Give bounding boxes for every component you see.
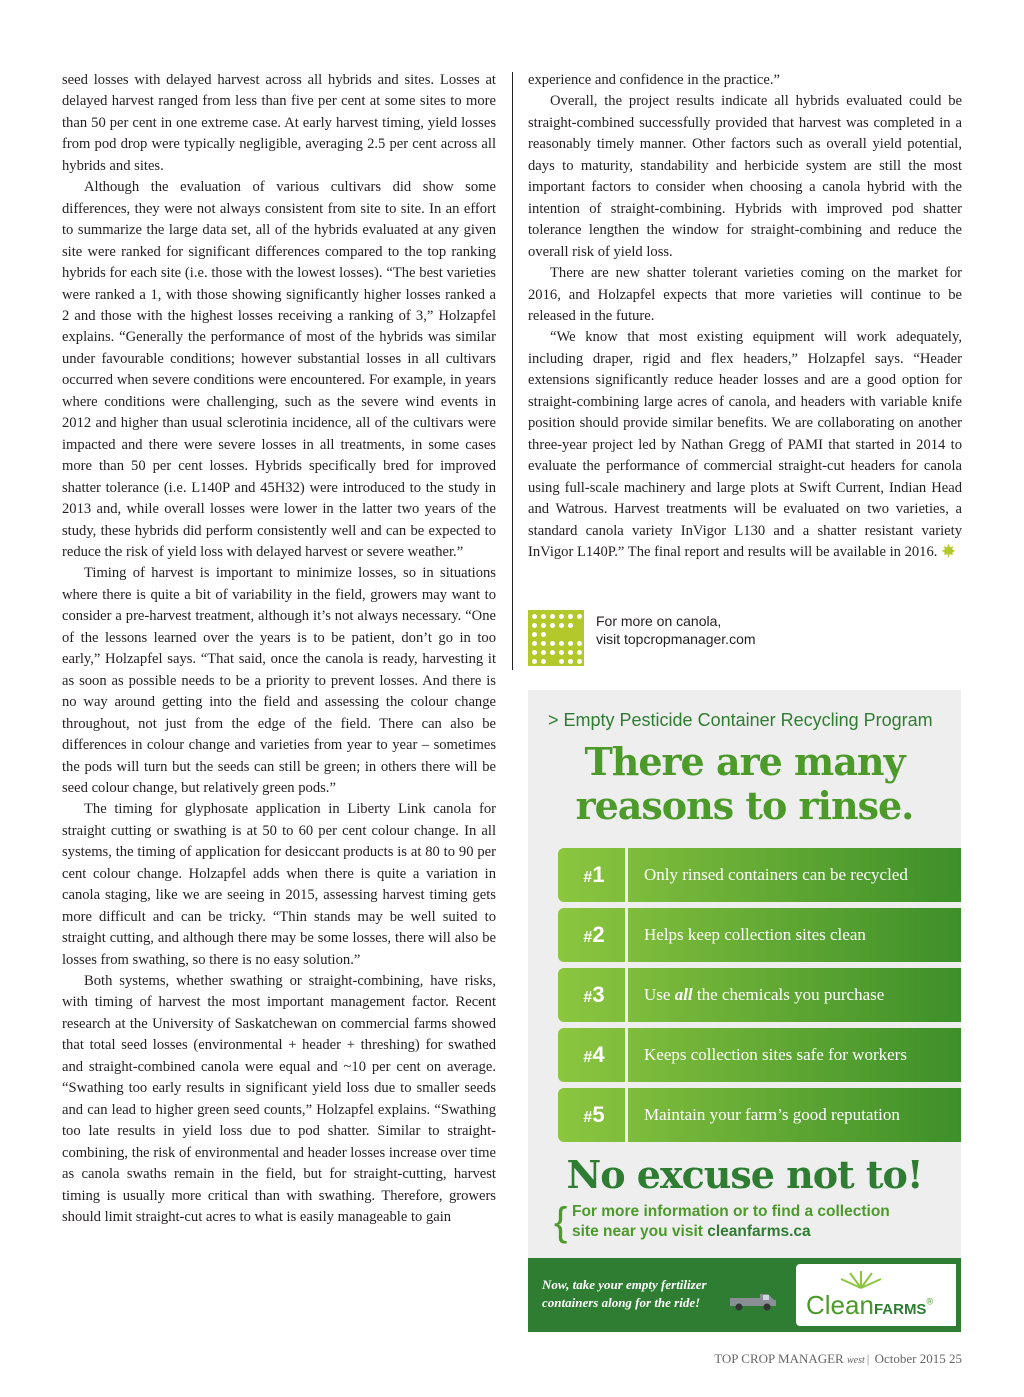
reason-number: #4 [583,1042,605,1067]
reason-text: Keeps collection sites safe for workers [644,1045,907,1064]
cleanfarms-logo [796,1264,956,1326]
reason-band-2 [558,908,961,962]
band-separator [625,848,628,902]
promo-line1: For more on canola, [596,613,722,629]
sun-rays-icon [836,1268,886,1290]
band-separator [625,1028,628,1082]
cleanfarms-link[interactable]: cleanfarms.ca [707,1223,811,1240]
reason-text: Maintain your farm’s good reputation [644,1105,900,1124]
band-separator [625,1088,628,1142]
ad-excuse-headline: No excuse not to! [566,1152,923,1197]
pickup-truck-icon [728,1288,778,1312]
cleanfarms-advertisement[interactable] [528,690,961,1332]
dot [532,650,537,655]
dot [568,641,573,646]
column-divider [512,72,513,670]
body-paragraph: Although the evaluation of various cultivars did show some differences, they were not always consistent from site to site. In an effort to summarize the large data set, all of the hybrids evaluated at any given site were ranked for significant differences compared to the top ranking hybrids for each site (i.e. those with the lowest losses). “The best varieties were ranked a 1, with those showing significantly higher losses ranked a 2 and those with the highest losses receiving a ranking of 3,” Holzapfel explains. “Generally the performance of most of the hybrids was similar under favourable conditions; however substantial losses in all cultivars occurred when severe conditions were encountered. For example, in years where conditions were challenging, such as the severe wind events in 2012 and higher than usual sclerotinia incidence, all of the cultivars were impacted and there were severe losses in all treatments, in some cases more than 50 per cent losses. Hybrids specifically bred for improved shatter tolerance (i.e. L140P and 45H32) were introduced to the study in 2013 and, while overall losses were lower in the latter two years of the study, these hybrids did perform consistently well and can be expected to reduce the risk of yield loss with delayed harvest or severe weather.” [62,179,496,560]
body-paragraph: Overall, the project results indicate all hybrids evaluated could be straight-combined successfully provided that harvest was completed in a reasonably timely manner. Other factors such as overall yield potential, days to maturity, standability and herbicide system are still the most important factors to consider when choosing a canola hybrid with the intention of straight-combining. Hybrids with improved pod shatter tolerance lengthen the window for straight-combining and reduce the overall risk of yield loss. [528,93,962,260]
promo-box [528,610,828,670]
reason-band-5 [558,1088,961,1142]
right-column [528,70,962,563]
ad-subtitle: > Empty Pesticide Container Recycling Program [548,710,933,730]
reason-number: #2 [583,922,605,947]
dot [532,659,537,664]
dot [550,614,555,619]
dot [568,650,573,655]
reason-number: #1 [583,862,605,887]
reason-text: Use all the chemicals you purchase [644,985,885,1004]
dot [568,623,573,628]
band-separator [625,968,628,1022]
ad-info [554,1200,948,1244]
reason-band-3 [558,968,961,1022]
page-number: 25 [949,1351,962,1366]
promo-text [596,612,756,648]
dot [541,641,546,646]
publication-name: TOP CROP MANAGER [714,1351,844,1366]
dot [568,659,573,664]
body-paragraph [528,327,962,563]
ad-footer [528,1258,961,1332]
dot [559,641,564,646]
body-paragraph: The timing for glyphosate application in Liberty Link canola for straight cutting or swathing is at 50 to 60 per cent colour change. In all systems, the timing of application for desiccant products is at 80 to 90 per cent colour change. Holzapfel adds when there is quite a variation in canola staging, like we are seeing in 2015, assessing harvest timing gets more difficult and can be tricky. “Thin stands may be well suited to straight cutting, and although there may be some losses, there will also be losses from swathing, so there is no easy solution.” [62,801,496,968]
dot [532,641,537,646]
reason-text: Only rinsed containers can be recycled [644,865,908,884]
dot [559,614,564,619]
dot [541,659,546,664]
brace-icon: { [554,1200,568,1244]
ad-headline-line1: There are many [584,739,905,784]
edition-label: west [846,1355,865,1366]
dot [541,650,546,655]
dot [559,623,564,628]
reason-text: Helps keep collection sites clean [644,925,866,944]
promo-link[interactable]: visit topcropmanager.com [596,631,756,647]
reason-number: #3 [583,982,605,1007]
dot [577,614,582,619]
reason-band-1 [558,848,961,902]
reason-number: #5 [583,1102,605,1127]
dot [541,623,546,628]
dot [577,650,582,655]
dot [541,614,546,619]
dot [568,614,573,619]
info-line1: For more information or to find a collection [572,1203,890,1220]
dot [550,623,555,628]
info-line2: site near you visit cleanfarms.ca [572,1223,811,1240]
dot [532,632,537,637]
logo-wordmark: CleanFARMS® [806,1290,934,1320]
issue-date: October 2015 [874,1351,946,1366]
reason-band-4 [558,1028,961,1082]
body-paragraph: Both systems, whether swathing or straight-combining, have risks, with timing of harvest the most important management factor. Recent research at the University of Saskatchewan on commercial farms showed that total seed losses (environmental + header + threshing) for swathed and straight-combined canola were equal and ~10 per cent on average. “Swathing too early results in significant yield loss due to smaller seeds and can lead to higher green seed counts,” Holzapfel explains. “Swathing too late results in yield loss due to pod shatter. Similar to straight-combining, the risk of environmental and header losses increase over time as canola swaths remain in the field, but for straight-cutting, harvest timing is usually more critical than with swathing. Therefore, growers should limit straight-cut acres to what is easily manageable to gain [62,973,496,1226]
footer-slogan: Now, take your empty fertilizer containers along for the ride! [542,1277,707,1310]
dot [559,650,564,655]
body-paragraph: Timing of harvest is important to minimize losses, so in situations where there is quite a bit of variability in the field, growers may want to consider a pre-harvest treatment, although it’s not always necessary. “One of the lessons learned over the years is to be patient, don’t go in too early,” Holzapfel says. “That said, once the canola is ready, harvesting it as soon as possible needs to be a priority to prevent losses. And there is no way around getting into the field and assessing the colour change throughout, not just from the edge of the field. There can also be differences in colour change and varieties from year to year – sometimes the pods will turn but the seeds can still be green; in others there will be seed colour change, but relatively green pods.” [62,565,496,796]
dot [550,650,555,655]
last-paragraph-text: “We know that most existing equipment will work adequately, including draper, rigid and flex headers,” Holzapfel says. “Header extensions significantly reduce header losses and are a good option for straight-combining large acres of canola, and headers with variable knife position should provide similar benefits. We are collaborating on another three-year project led by Nathan Gregg of PAMI that started in 2014 to evaluate the performance of commercial straight-cut headers for canola using full-scale machinery and large plots at Swift Current, Indian Head and Watrous. Harvest treatments will be evaluated on two varieties, a standard canola variety InVigor L130 and a shatter resistant variety InVigor L140P.” The final report and results will be available in 2016. [528,329,962,560]
ad-headline-line2: reasons to rinse. [575,783,914,828]
page-folio: TOP CROP MANAGER west | October 2015 25 [714,1351,962,1366]
dot [532,623,537,628]
dot [541,632,546,637]
dot [577,641,582,646]
dot [559,659,564,664]
left-column [62,70,496,1228]
dot-grid-logo [528,610,584,666]
dot [577,659,582,664]
maple-leaf-icon [941,543,956,558]
body-paragraph: experience and confidence in the practice.” [528,72,780,88]
band-separator [625,908,628,962]
body-paragraph: seed losses with delayed harvest across all hybrids and sites. Losses at delayed harvest ranged from less than five per cent at some sites to more than 50 per cent in one extreme case. At early harvest timing, yield losses from pod drop were typically negligible, averaging 2.5 per cent across all hybrids and sites. [62,72,496,174]
body-paragraph: There are new shatter tolerant varieties coming on the market for 2016, and Holzapfel expects that more varieties will continue to be released in the future. [528,265,962,324]
dot [532,614,537,619]
dot [550,641,555,646]
